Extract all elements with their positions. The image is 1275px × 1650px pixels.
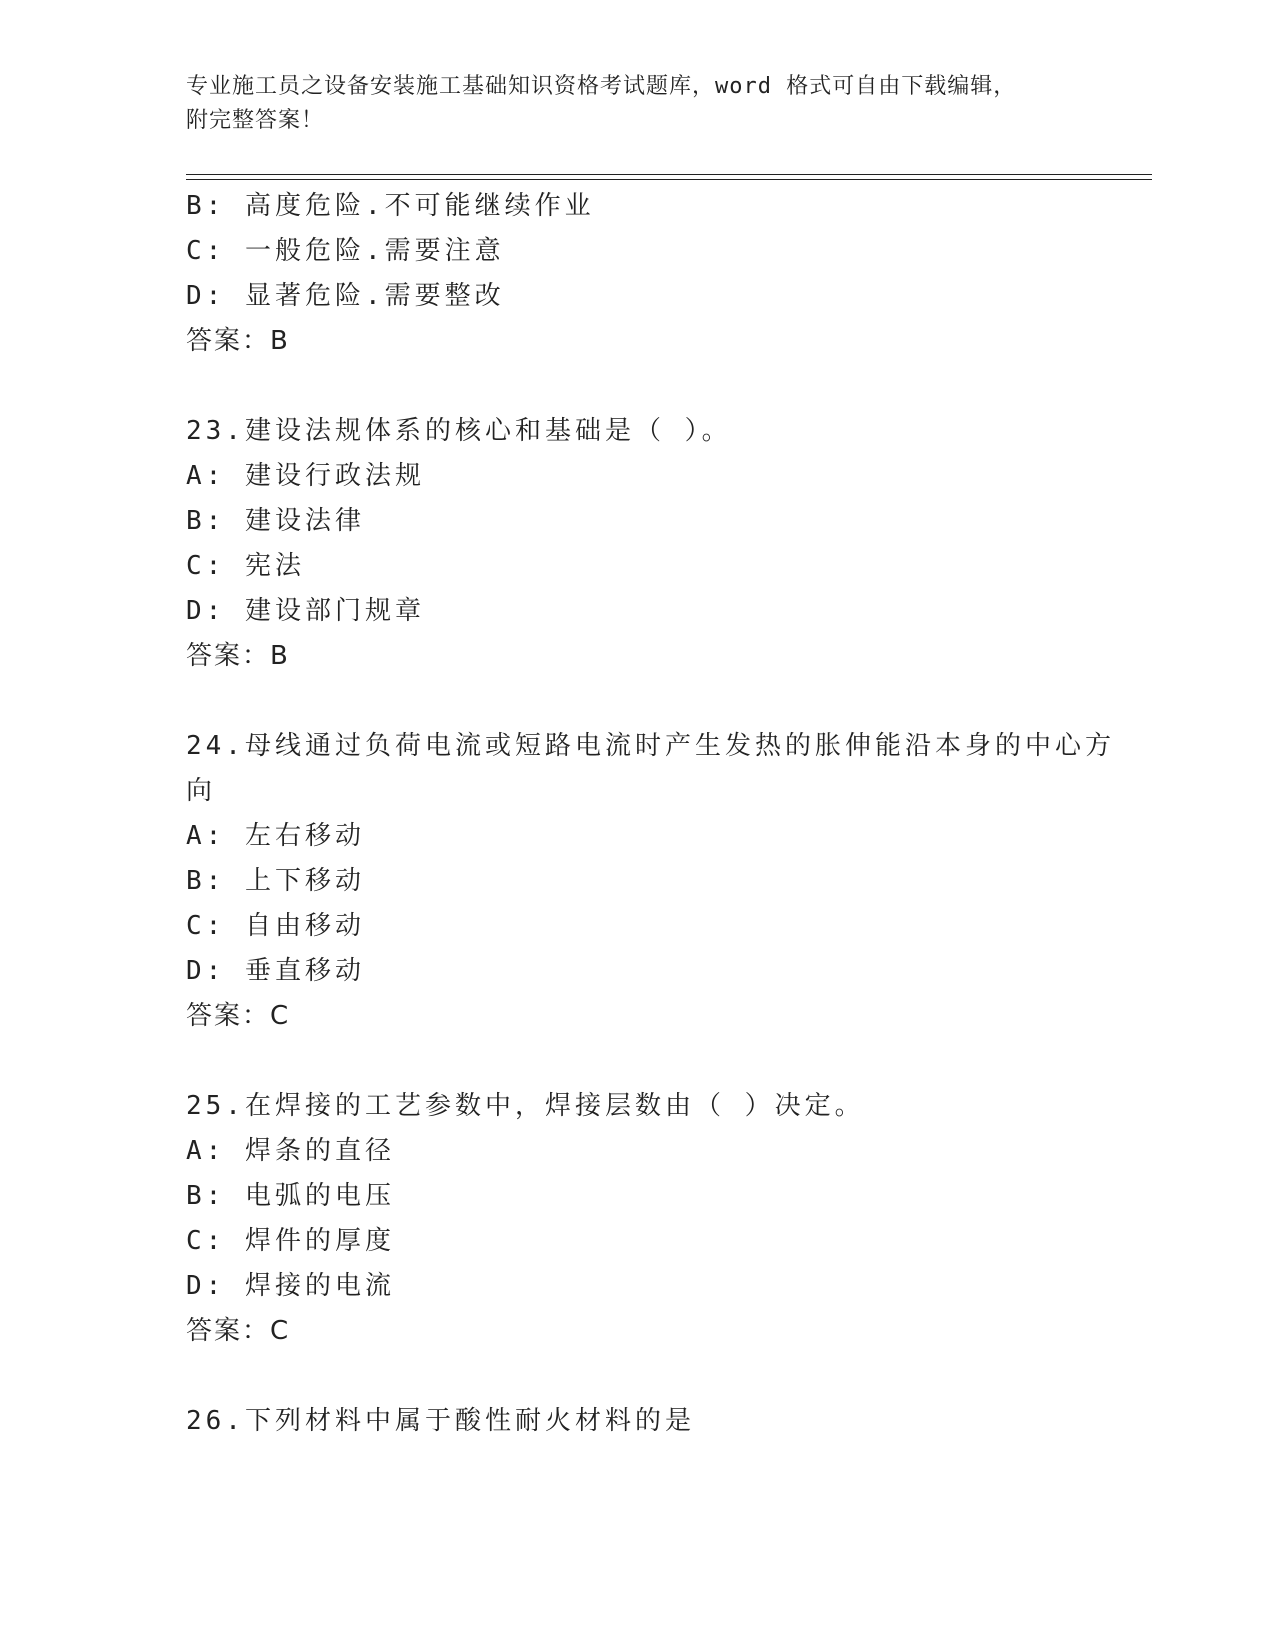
- option-c: C: 自由移动: [186, 911, 365, 941]
- question-25: 25.在焊接的工艺参数中，焊接层数由（ ）决定。: [186, 1091, 865, 1121]
- option-a: A: 建设行政法规: [186, 461, 425, 491]
- option-d: D: 显著危险.需要整改: [186, 281, 505, 311]
- document-header: [186, 70, 1086, 138]
- question-24-continued: 向: [186, 776, 217, 806]
- header-line-1: 专业施工员之设备安装施工基础知识资格考试题库，word 格式可自由下载编辑，: [186, 74, 1017, 99]
- answer: 答案：C: [186, 1316, 291, 1346]
- option-b: B: 建设法律: [186, 506, 365, 536]
- question-23: 23.建设法规体系的核心和基础是（ ）。: [186, 416, 732, 446]
- header-divider-top: [186, 174, 1152, 175]
- answer: 答案：B: [186, 641, 290, 671]
- option-d: D: 建设部门规章: [186, 596, 425, 626]
- option-c: C: 焊件的厚度: [186, 1226, 395, 1256]
- option-d: D: 垂直移动: [186, 956, 365, 986]
- option-b: B: 高度危险.不可能继续作业: [186, 191, 595, 221]
- option-c: C: 宪法: [186, 551, 305, 581]
- option-a: A: 焊条的直径: [186, 1136, 395, 1166]
- option-a: A: 左右移动: [186, 821, 365, 851]
- option-c: C: 一般危险.需要注意: [186, 236, 505, 266]
- question-24: 24.母线通过负荷电流或短路电流时产生发热的胀伸能沿本身的中心方: [186, 731, 1115, 761]
- option-d: D: 焊接的电流: [186, 1271, 395, 1301]
- option-b: B: 上下移动: [186, 866, 365, 896]
- header-line-2: 附完整答案！: [186, 108, 325, 133]
- option-b: B: 电弧的电压: [186, 1181, 395, 1211]
- answer: 答案：C: [186, 1001, 291, 1031]
- header-divider-bottom: [186, 179, 1152, 180]
- answer: 答案：B: [186, 326, 290, 356]
- question-26: 26.下列材料中属于酸性耐火材料的是: [186, 1406, 695, 1436]
